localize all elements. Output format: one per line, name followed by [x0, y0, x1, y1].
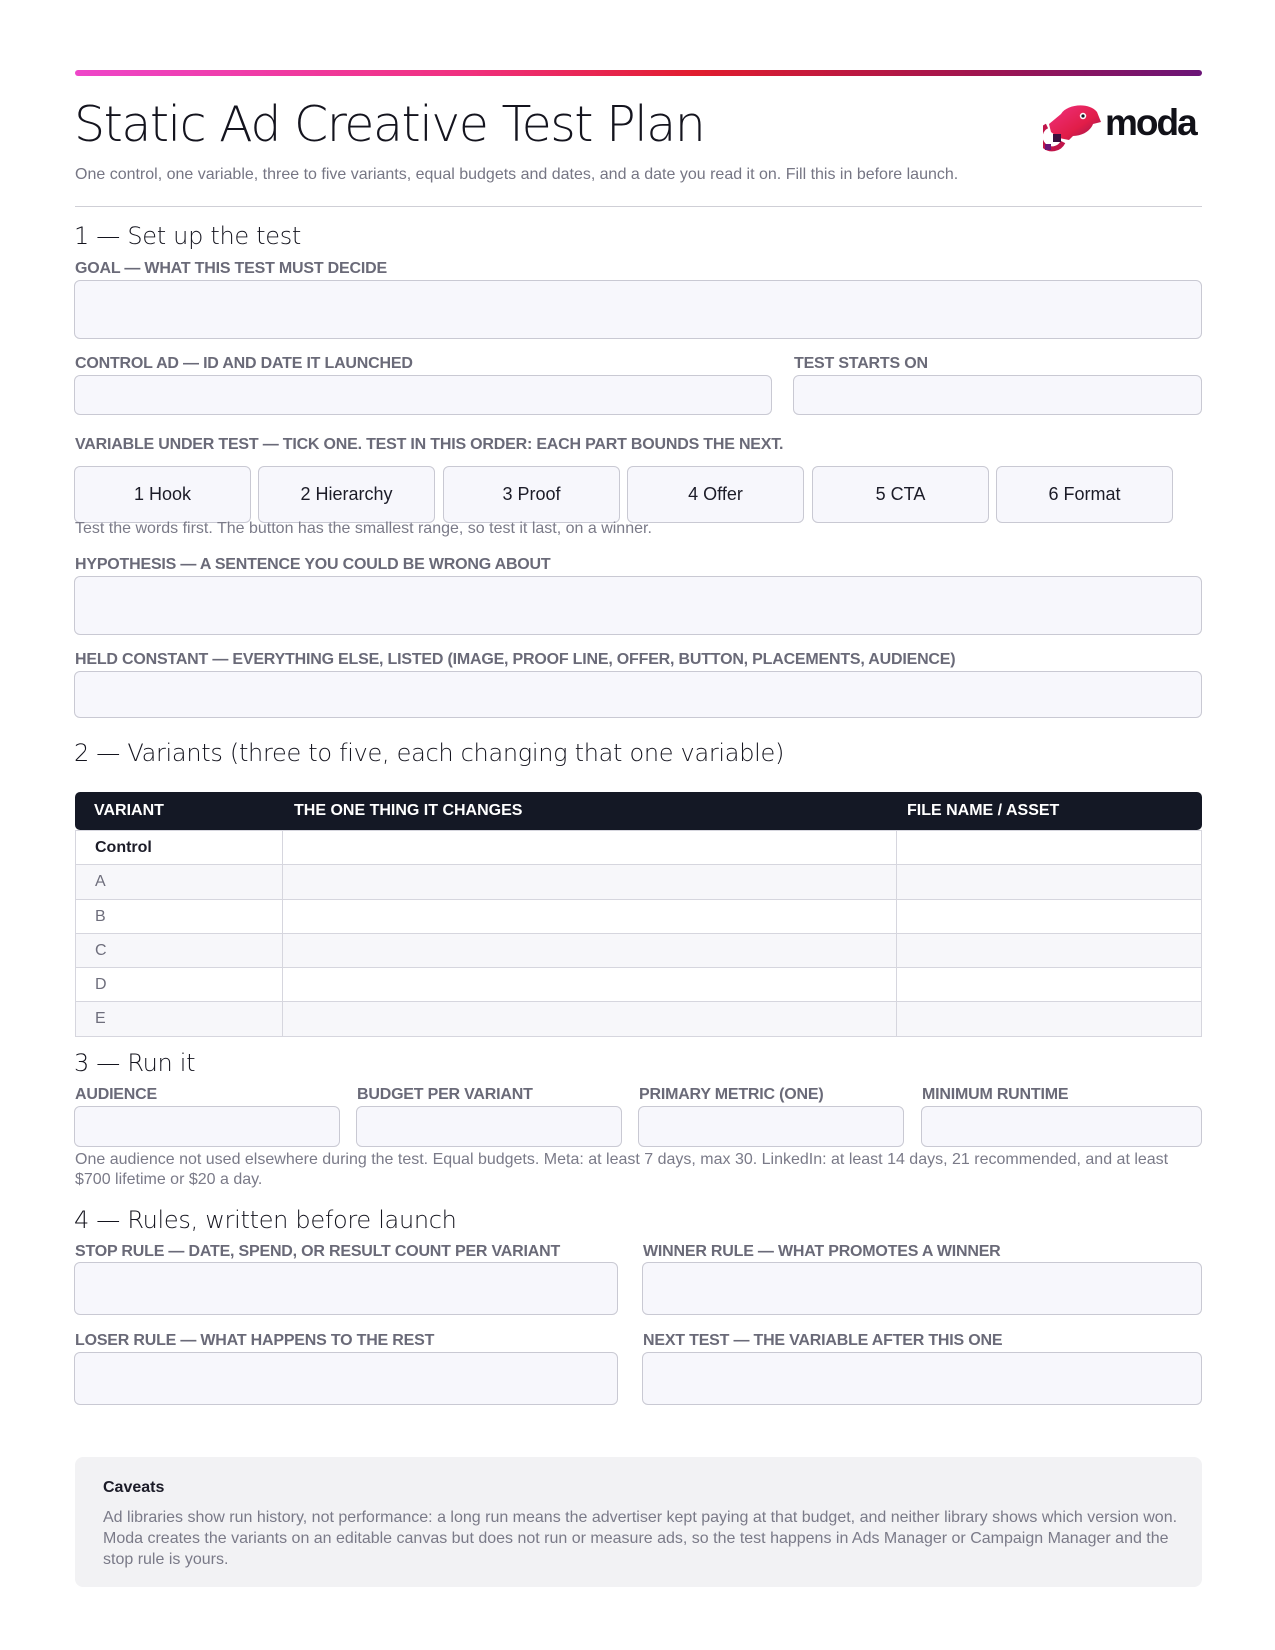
- stop-rule-label: STOP RULE — DATE, SPEND, OR RESULT COUNT PER VARIANT: [75, 1243, 561, 1260]
- variable-option-hook[interactable]: 1 Hook: [74, 466, 251, 523]
- next-test-label: NEXT TEST — THE VARIABLE AFTER THIS ONE: [643, 1332, 1003, 1349]
- goal-field[interactable]: [74, 280, 1202, 339]
- accent-bar: [75, 70, 1202, 76]
- variable-option-offer[interactable]: 4 Offer: [627, 466, 804, 523]
- moda-logo: [1043, 100, 1203, 156]
- goal-label: GOAL — WHAT THIS TEST MUST DECIDE: [75, 260, 387, 277]
- stop-rule-field[interactable]: [74, 1262, 618, 1315]
- row-label: A: [95, 873, 106, 891]
- column-header-file: FILE NAME / ASSET: [907, 802, 1060, 819]
- runtime-field[interactable]: [921, 1106, 1202, 1147]
- caveats-title: Caveats: [103, 1479, 165, 1496]
- table-row[interactable]: [76, 899, 1201, 933]
- winner-rule-field[interactable]: [642, 1262, 1202, 1315]
- page-subtitle: One control, one variable, three to five variants, equal budgets and dates, and a date you read it on. Fill this in before launch.: [75, 166, 959, 183]
- variants-table: [75, 792, 1202, 1037]
- table-row[interactable]: [76, 864, 1201, 898]
- variable-option-cta[interactable]: 5 CTA: [812, 466, 989, 523]
- next-test-field[interactable]: [642, 1352, 1202, 1405]
- variable-option-format[interactable]: 6 Format: [996, 466, 1173, 523]
- table-row[interactable]: [76, 967, 1201, 1001]
- held-constant-field[interactable]: [74, 671, 1202, 718]
- winner-rule-label: WINNER RULE — WHAT PROMOTES A WINNER: [643, 1243, 1001, 1260]
- section-2-heading: 2 — Variants (three to five, each changing that one variable): [74, 739, 785, 767]
- row-label: C: [95, 941, 107, 959]
- primary-metric-field[interactable]: [638, 1106, 904, 1147]
- hypothesis-field[interactable]: [74, 576, 1202, 635]
- row-label: Control: [95, 839, 152, 856]
- control-ad-label: CONTROL AD — ID AND DATE IT LAUNCHED: [75, 355, 413, 372]
- row-label: B: [95, 907, 106, 925]
- table-header: [75, 792, 1202, 830]
- loser-rule-label: LOSER RULE — WHAT HAPPENS TO THE REST: [75, 1332, 435, 1349]
- table-body: [75, 830, 1202, 1037]
- page-title: Static Ad Creative Test Plan: [74, 96, 705, 153]
- section-1-heading: 1 — Set up the test: [74, 222, 302, 250]
- row-label: E: [95, 1010, 106, 1028]
- section-4-heading: 4 — Rules, written before launch: [74, 1206, 457, 1234]
- caveats-panel: [75, 1457, 1202, 1587]
- variable-note: Test the words first. The button has the smallest range, so test it last, on a winner.: [75, 520, 652, 537]
- runtime-label: MINIMUM RUNTIME: [922, 1086, 1069, 1103]
- column-header-change: THE ONE THING IT CHANGES: [294, 802, 523, 819]
- test-starts-label: TEST STARTS ON: [794, 355, 928, 372]
- section-3-heading: 3 — Run it: [74, 1049, 196, 1077]
- primary-metric-label: PRIMARY METRIC (ONE): [639, 1086, 824, 1103]
- audience-label: AUDIENCE: [75, 1086, 157, 1103]
- variable-option-hierarchy[interactable]: 2 Hierarchy: [258, 466, 435, 523]
- table-row[interactable]: [76, 933, 1201, 967]
- test-starts-field[interactable]: [793, 375, 1202, 415]
- chameleon-icon: [1043, 100, 1103, 156]
- control-ad-field[interactable]: [74, 375, 772, 415]
- loser-rule-field[interactable]: [74, 1352, 618, 1405]
- held-constant-label: HELD CONSTANT — EVERYTHING ELSE, LISTED (IMAGE, PROOF LINE, OFFER, BUTTON, PLACEMENTS, AUDIENCE): [75, 651, 956, 668]
- audience-field[interactable]: [74, 1106, 340, 1147]
- column-header-variant: VARIANT: [94, 802, 164, 819]
- budget-field[interactable]: [356, 1106, 622, 1147]
- table-row[interactable]: [76, 830, 1201, 864]
- run-note: One audience not used elsewhere during the test. Equal budgets. Meta: at least 7 days, max 30. LinkedIn: at least 14 days, 21 recommended, and at least $700 lifetime or $20 a day.: [75, 1151, 1169, 1188]
- header-divider: [75, 206, 1202, 207]
- budget-label: BUDGET PER VARIANT: [357, 1086, 533, 1103]
- variable-option-proof[interactable]: 3 Proof: [443, 466, 620, 523]
- logo-wordmark: moda: [1105, 102, 1196, 143]
- variable-label: VARIABLE UNDER TEST — TICK ONE. TEST IN THIS ORDER: EACH PART BOUNDS THE NEXT.: [75, 436, 784, 453]
- table-row[interactable]: [76, 1001, 1201, 1035]
- caveats-body: Ad libraries show run history, not performance: a long run means the advertiser kept paying at that budget, and neither library shows which version won. Moda creates the variants on an editable canvas but does not run or measure ads, so the test happens in Ads Manager or Campaign Manager and the stop rule is yours.: [103, 1509, 1178, 1568]
- row-label: D: [95, 976, 107, 994]
- hypothesis-label: HYPOTHESIS — A SENTENCE YOU COULD BE WRONG ABOUT: [75, 556, 551, 573]
